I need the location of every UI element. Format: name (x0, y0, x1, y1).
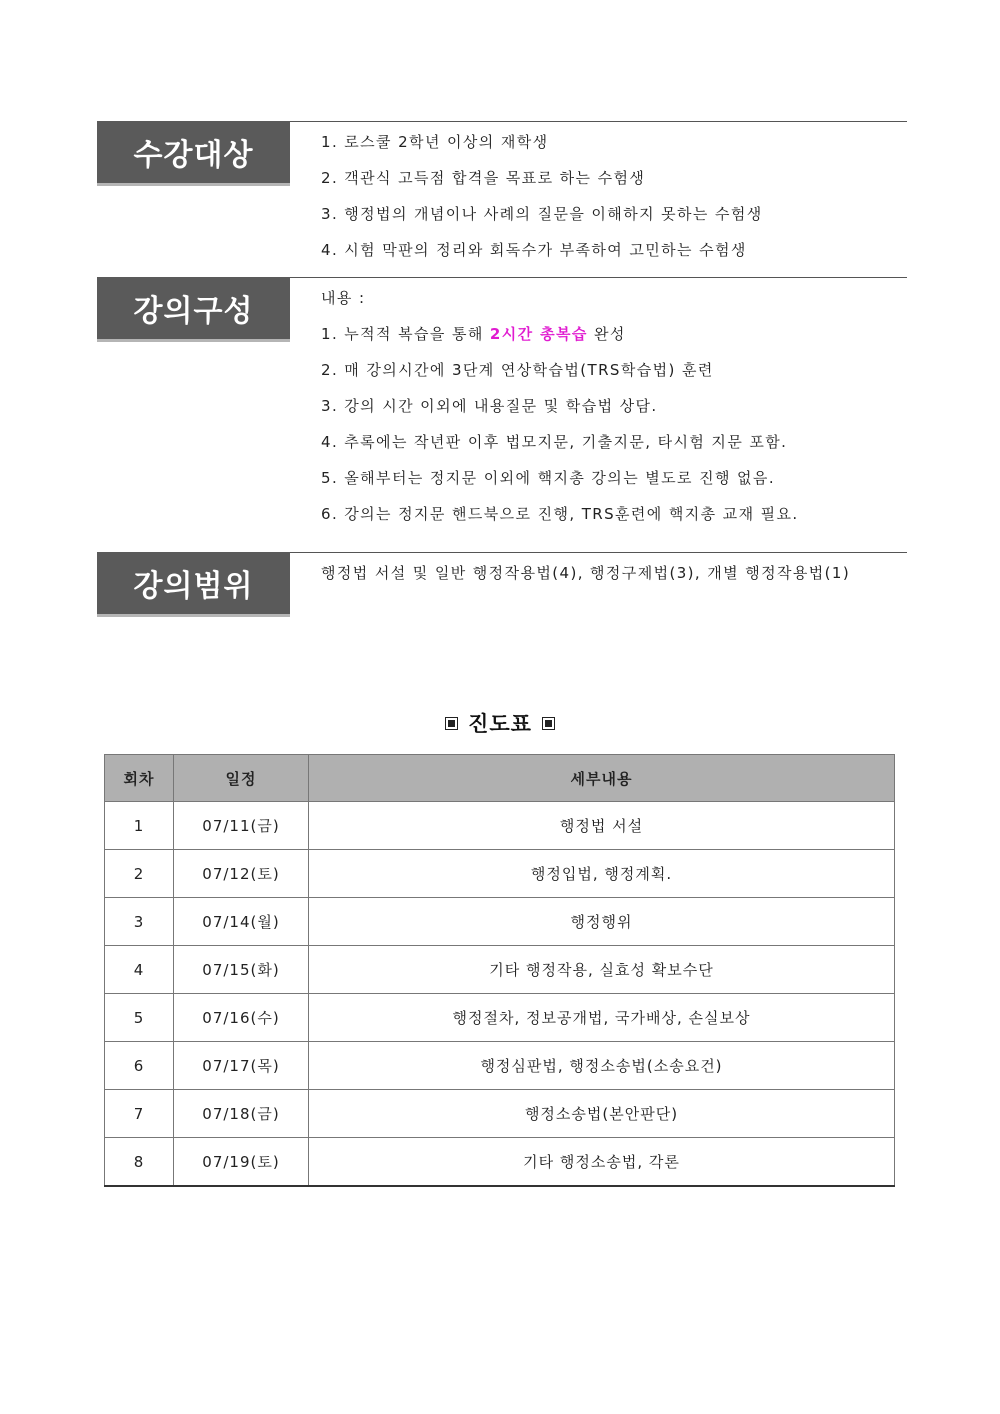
header-session: 회차 (105, 755, 174, 802)
section-line: 1. 로스쿨 2학년 이상의 재학생 (321, 133, 549, 151)
cell-session: 8 (105, 1138, 174, 1187)
section-label: 강의구성 (97, 277, 290, 342)
header-date: 일정 (174, 755, 309, 802)
highlight-text: 2시간 총복습 (489, 325, 588, 343)
cell-details: 행정법 서설 (309, 802, 895, 850)
section-line (321, 316, 907, 352)
cell-details: 행정입법, 행정계획. (309, 850, 895, 898)
cell-details: 행정행위 (309, 898, 895, 946)
table-row (105, 1042, 895, 1090)
cell-date: 07/15(화) (174, 946, 309, 994)
section-divider (290, 552, 907, 553)
section-line: 내용 : (321, 289, 366, 307)
line-text: 1. 누적적 복습을 통해 (321, 325, 490, 343)
table-row (105, 898, 895, 946)
cell-session: 5 (105, 994, 174, 1042)
table-row (105, 994, 895, 1042)
table-row (105, 1138, 895, 1187)
cell-date: 07/11(금) (174, 802, 309, 850)
cell-session: 6 (105, 1042, 174, 1090)
cell-details: 기타 행정소송법, 각론 (309, 1138, 895, 1187)
section-line: 5. 올해부터는 정지문 이외에 핵지총 강의는 별도로 진행 없음. (321, 469, 775, 487)
cell-session: 2 (105, 850, 174, 898)
cell-date: 07/16(수) (174, 994, 309, 1042)
section-line: 3. 강의 시간 이외에 내용질문 및 학습법 상담. (321, 397, 658, 415)
section-line: 2. 매 강의시간에 3단계 연상학습법(TRS학습법) 훈련 (321, 361, 714, 379)
cell-date: 07/17(목) (174, 1042, 309, 1090)
cell-session: 7 (105, 1090, 174, 1138)
section-label: 강의범위 (97, 552, 290, 617)
section-line: 2. 객관식 고득점 합격을 목표로 하는 수험생 (321, 169, 646, 187)
section-label: 수강대상 (97, 121, 290, 186)
cell-session: 3 (105, 898, 174, 946)
section-lecture-scope (97, 552, 907, 616)
section-divider (290, 277, 907, 278)
section-line: 행정법 서설 및 일반 행정작용법(4), 행정구제법(3), 개별 행정작용법(1) (321, 564, 851, 582)
cell-details: 행정절차, 정보공개법, 국가배상, 손실보상 (309, 994, 895, 1042)
line-text: 완성 (587, 325, 626, 343)
section-line: 4. 시험 막판의 정리와 회독수가 부족하여 고민하는 수험생 (321, 241, 747, 259)
section-lecture-composition (97, 277, 907, 523)
table-row (105, 850, 895, 898)
section-line: 4. 추록에는 작년판 이후 법모지문, 기출지문, 타시험 지문 포함. (321, 433, 788, 451)
cell-session: 1 (105, 802, 174, 850)
cell-session: 4 (105, 946, 174, 994)
cell-date: 07/19(토) (174, 1138, 309, 1187)
cell-date: 07/18(금) (174, 1090, 309, 1138)
square-bullet-icon (445, 717, 458, 730)
cell-date: 07/14(월) (174, 898, 309, 946)
schedule-title (0, 708, 1000, 738)
table-row (105, 1090, 895, 1138)
table-row (105, 802, 895, 850)
section-line: 3. 행정법의 개념이나 사례의 질문을 이해하지 못하는 수험생 (321, 205, 763, 223)
square-bullet-icon (542, 717, 555, 730)
table-header-row (105, 755, 895, 802)
section-target-students (97, 121, 907, 259)
schedule-title-text: 진도표 (468, 712, 532, 736)
cell-details: 행정심판법, 행정소송법(소송요건) (309, 1042, 895, 1090)
table-row (105, 946, 895, 994)
header-details: 세부내용 (309, 755, 895, 802)
cell-details: 행정소송법(본안판단) (309, 1090, 895, 1138)
schedule-table (104, 754, 895, 1187)
cell-date: 07/12(토) (174, 850, 309, 898)
section-line: 6. 강의는 정지문 핸드북으로 진행, TRS훈련에 핵지총 교재 필요. (321, 505, 799, 523)
section-divider (290, 121, 907, 122)
cell-details: 기타 행정작용, 실효성 확보수단 (309, 946, 895, 994)
